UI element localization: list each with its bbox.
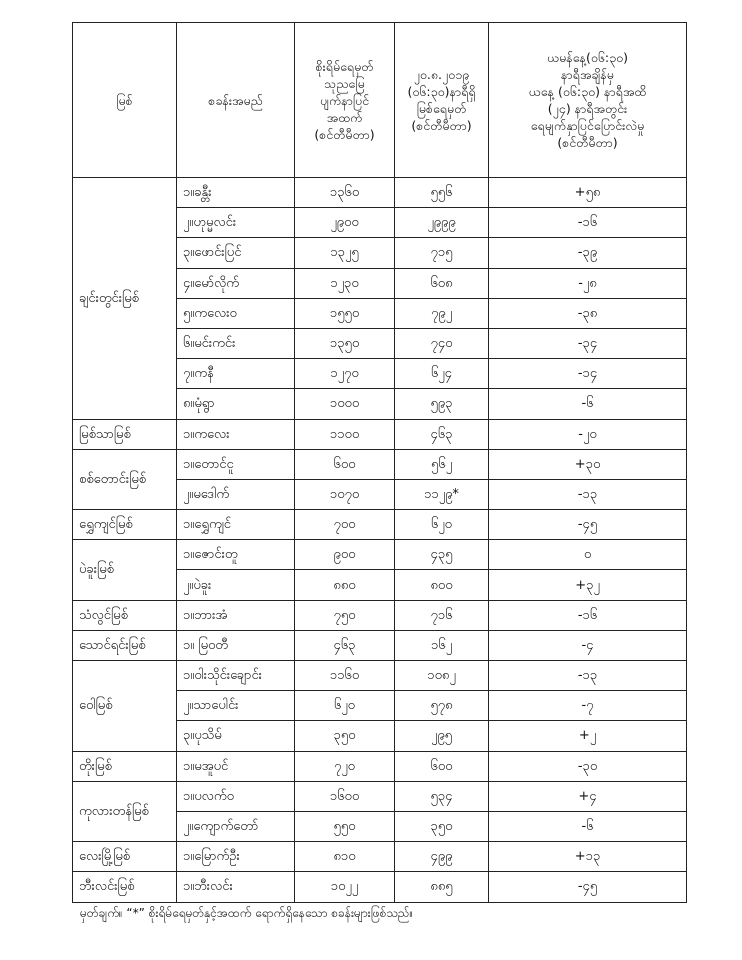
station-name-cell: ၃။ဖောင်းပြင် <box>177 238 295 268</box>
header-change <box>489 23 687 178</box>
river-name-cell: သောင်ရင်းမြစ် <box>73 630 177 660</box>
river-name-cell: လေးမြို့မြစ် <box>73 842 177 872</box>
river-name-cell: ရွှေကျင်မြစ် <box>73 510 177 540</box>
warning-level-cell: ၆၀၀ <box>295 449 395 479</box>
water-level-cell: ၁၁၂၉* <box>395 479 489 509</box>
water-level-cell: ၄၉၉ <box>395 842 489 872</box>
water-level-cell: ၅၇၈ <box>395 691 489 721</box>
header-level-line: ၂၀.၈.၂၀၁၉ <box>413 67 470 82</box>
level-change-cell: -၂၈ <box>489 268 687 298</box>
level-change-cell: -၄ <box>489 630 687 660</box>
header-warning-line: စိုးရိမ်ရေမှတ် <box>315 58 374 74</box>
warning-level-cell: ၇၅၀ <box>295 600 395 630</box>
level-change-cell: +၁၃ <box>489 842 687 872</box>
table-row <box>73 540 687 570</box>
header-change-line: (စင်တီမီတာ) <box>557 135 618 150</box>
header-change-line: ယနေ့ (၀၆:၃၀) နာရီအထိ <box>528 84 647 99</box>
level-change-cell: ၀ <box>489 540 687 570</box>
footnote: မှတ်ချက်။ “*” စိုးရိမ်ရေမှတ်နှင့်အထက် ရောက်ရှိနေသော စခန်းများဖြစ်သည်။ <box>80 906 414 920</box>
table-row <box>73 842 687 872</box>
warning-level-cell: ၇၂၀ <box>295 751 395 781</box>
table-row <box>73 178 687 208</box>
table-row <box>73 661 687 691</box>
header-change-line: ရေမျက်နှာပြင်ပြောင်းလဲမှု <box>530 118 645 133</box>
warning-level-cell: ၂၉၀၀ <box>295 208 395 238</box>
station-name-cell: ၄။မော်လိုက် <box>177 268 295 298</box>
warning-level-cell: ၅၅၀ <box>295 811 395 841</box>
warning-level-cell: ၉၀၀ <box>295 540 395 570</box>
station-name-cell: ၁။ကလေး <box>177 419 295 449</box>
level-change-cell: -၆ <box>489 811 687 841</box>
warning-level-cell: ၇၀၀ <box>295 510 395 540</box>
water-level-cell: ၄၆၃ <box>395 419 489 449</box>
river-level-table <box>72 22 687 903</box>
water-level-cell: ၃၅၀ <box>395 811 489 841</box>
level-change-cell: -၁၆ <box>489 600 687 630</box>
station-name-cell: ၃။ပုသိမ် <box>177 721 295 751</box>
river-name-cell: ပဲခူးမြစ် <box>73 540 177 600</box>
level-change-cell: -၃၀ <box>489 751 687 781</box>
level-change-cell: -၃၉ <box>489 238 687 268</box>
water-level-cell: ၆၀၀ <box>395 751 489 781</box>
header-level-line: (၀၆:၃၀)နာရီရှိ <box>407 84 476 99</box>
station-name-cell: ၁။ဘီးလင်း <box>177 872 295 902</box>
table-row <box>73 781 687 811</box>
water-level-cell: ၇၁၆ <box>395 600 489 630</box>
table-row <box>73 419 687 449</box>
level-change-cell: +၃၂ <box>489 570 687 600</box>
warning-level-cell: ၁၃၂၅ <box>295 238 395 268</box>
water-level-cell: ၅၅၆ <box>395 178 489 208</box>
station-name-cell: ၁။တောင်ငူ <box>177 449 295 479</box>
level-change-cell: -၄၅ <box>489 510 687 540</box>
water-level-cell: ၇၉၂ <box>395 298 489 328</box>
water-level-cell: ၇၄၀ <box>395 328 489 358</box>
warning-level-cell: ၃၅၀ <box>295 721 395 751</box>
station-name-cell: ၂။ကျောက်တော် <box>177 811 295 841</box>
level-change-cell: -၄၅ <box>489 872 687 902</box>
warning-level-cell: ၁၃၅၀ <box>295 328 395 358</box>
header-station: စခန်းအမည် <box>177 23 295 178</box>
table-row <box>73 751 687 781</box>
river-name-cell: သံလွင်မြစ် <box>73 600 177 630</box>
warning-level-cell: ၆၂၀ <box>295 691 395 721</box>
river-name-cell: တိုးမြစ် <box>73 751 177 781</box>
level-change-cell: -၂၀ <box>489 419 687 449</box>
table-body <box>73 178 687 903</box>
water-level-cell: ၂၉၅ <box>395 721 489 751</box>
warning-level-cell: ၄၆၃ <box>295 630 395 660</box>
table-row <box>73 510 687 540</box>
water-level-cell: ၄၃၅ <box>395 540 489 570</box>
water-level-cell: ၆၂၄ <box>395 359 489 389</box>
header-level-line: မြစ်ရေမှတ် <box>416 101 467 116</box>
warning-level-cell: ၁၀၀၀ <box>295 389 395 419</box>
header-warning-line: ပျက်နာပြင် <box>319 92 370 108</box>
warning-level-cell: ၁၁၀၀ <box>295 419 395 449</box>
station-name-cell: ၁။ဘားအံ <box>177 600 295 630</box>
warning-level-cell: ၁၂၃၀ <box>295 268 395 298</box>
river-name-cell: ချင်းတွင်းမြစ် <box>73 178 177 420</box>
station-name-cell: ၂။ဟုမ္မလင်း <box>177 208 295 238</box>
header-river: မြစ် <box>73 23 177 178</box>
level-change-cell: -၁၃ <box>489 661 687 691</box>
river-name-cell: မြစ်သာမြစ် <box>73 419 177 449</box>
water-level-cell: ၂၉၉၉ <box>395 208 489 238</box>
station-name-cell: ၁။ပလက်ဝ <box>177 781 295 811</box>
warning-level-cell: ၈၁၀ <box>295 842 395 872</box>
level-change-cell: -၃၈ <box>489 298 687 328</box>
station-name-cell: ၁။ခန္တီး <box>177 178 295 208</box>
station-name-cell: ၂။မဒေါက် <box>177 479 295 509</box>
warning-level-cell: ၁၂၇၀ <box>295 359 395 389</box>
water-level-cell: ၈၀၀ <box>395 570 489 600</box>
station-name-cell: ၆။မင်းကင်း <box>177 328 295 358</box>
header-change-line: နာရီအချိန်မှ <box>561 67 614 82</box>
station-name-cell: ၁။ဝါးသိုင်းချောင်း <box>177 661 295 691</box>
level-change-cell: -၆ <box>489 389 687 419</box>
station-name-cell: ၇။ကနီ <box>177 359 295 389</box>
level-change-cell: +၂ <box>489 721 687 751</box>
header-change-line: ယမန်နေ့(၀၆:၃၀) <box>546 50 629 65</box>
station-name-cell: ၈။မုံရွာ <box>177 389 295 419</box>
water-level-cell: ၆၀၈ <box>395 268 489 298</box>
warning-level-cell: ၈၈၀ <box>295 570 395 600</box>
water-level-cell: ၆၂၀ <box>395 510 489 540</box>
table-row <box>73 449 687 479</box>
warning-level-cell: ၁၅၅၀ <box>295 298 395 328</box>
table-row <box>73 872 687 902</box>
river-name-cell: စစ်တောင်းမြစ် <box>73 449 177 509</box>
header-warning <box>295 23 395 178</box>
station-name-cell: ၂။သာပေါင်း <box>177 691 295 721</box>
station-name-cell: ၁။မအူပင် <box>177 751 295 781</box>
water-level-cell: ၈၈၅ <box>395 872 489 902</box>
station-name-cell: ၅။ကလေးဝ <box>177 298 295 328</box>
water-level-cell: ၁၀၈၂ <box>395 661 489 691</box>
header-warning-line: (စင်တီမီတာ) <box>314 126 375 142</box>
header-level-line: (စင်တီမီတာ) <box>411 118 472 133</box>
river-name-cell: ဝေါမြစ် <box>73 661 177 752</box>
warning-level-cell: ၁၀၇၀ <box>295 479 395 509</box>
level-change-cell: -၁၃ <box>489 479 687 509</box>
station-name-cell: ၁။မြောက်ဦး <box>177 842 295 872</box>
header-change-line: (၂၄) နာရီအတွင်း <box>547 101 628 116</box>
header-row <box>73 23 687 178</box>
level-change-cell: -၁၄ <box>489 359 687 389</box>
warning-level-cell: ၁၆၀၀ <box>295 781 395 811</box>
header-warning-line: သုညမြေ <box>324 75 365 91</box>
river-name-cell: ကုလားတန်မြစ် <box>73 781 177 841</box>
table-row <box>73 630 687 660</box>
level-change-cell: +၃၀ <box>489 449 687 479</box>
station-name-cell: ၁။ဇောင်းတူ <box>177 540 295 570</box>
station-name-cell: ၁။ မြဝတီ <box>177 630 295 660</box>
water-level-cell: ၅၃၄ <box>395 781 489 811</box>
header-level <box>395 23 489 178</box>
warning-level-cell: ၁၁၆၀ <box>295 661 395 691</box>
station-name-cell: ၁။ရွှေကျင် <box>177 510 295 540</box>
water-level-cell: ၅၉၃ <box>395 389 489 419</box>
water-level-cell: ၅၆၂ <box>395 449 489 479</box>
warning-level-cell: ၁၀၂၂ <box>295 872 395 902</box>
water-level-cell: ၇၁၅ <box>395 238 489 268</box>
table-row <box>73 600 687 630</box>
water-level-cell: ၁၆၂ <box>395 630 489 660</box>
level-change-cell: +၅၈ <box>489 178 687 208</box>
river-name-cell: ဘီးလင်းမြစ် <box>73 872 177 902</box>
level-change-cell: -၁၆ <box>489 208 687 238</box>
level-change-cell: -၇ <box>489 691 687 721</box>
station-name-cell: ၂။ပဲခူး <box>177 570 295 600</box>
header-warning-line: အထက် <box>326 109 363 125</box>
level-change-cell: -၃၄ <box>489 328 687 358</box>
level-change-cell: +၄ <box>489 781 687 811</box>
warning-level-cell: ၁၃၆၀ <box>295 178 395 208</box>
